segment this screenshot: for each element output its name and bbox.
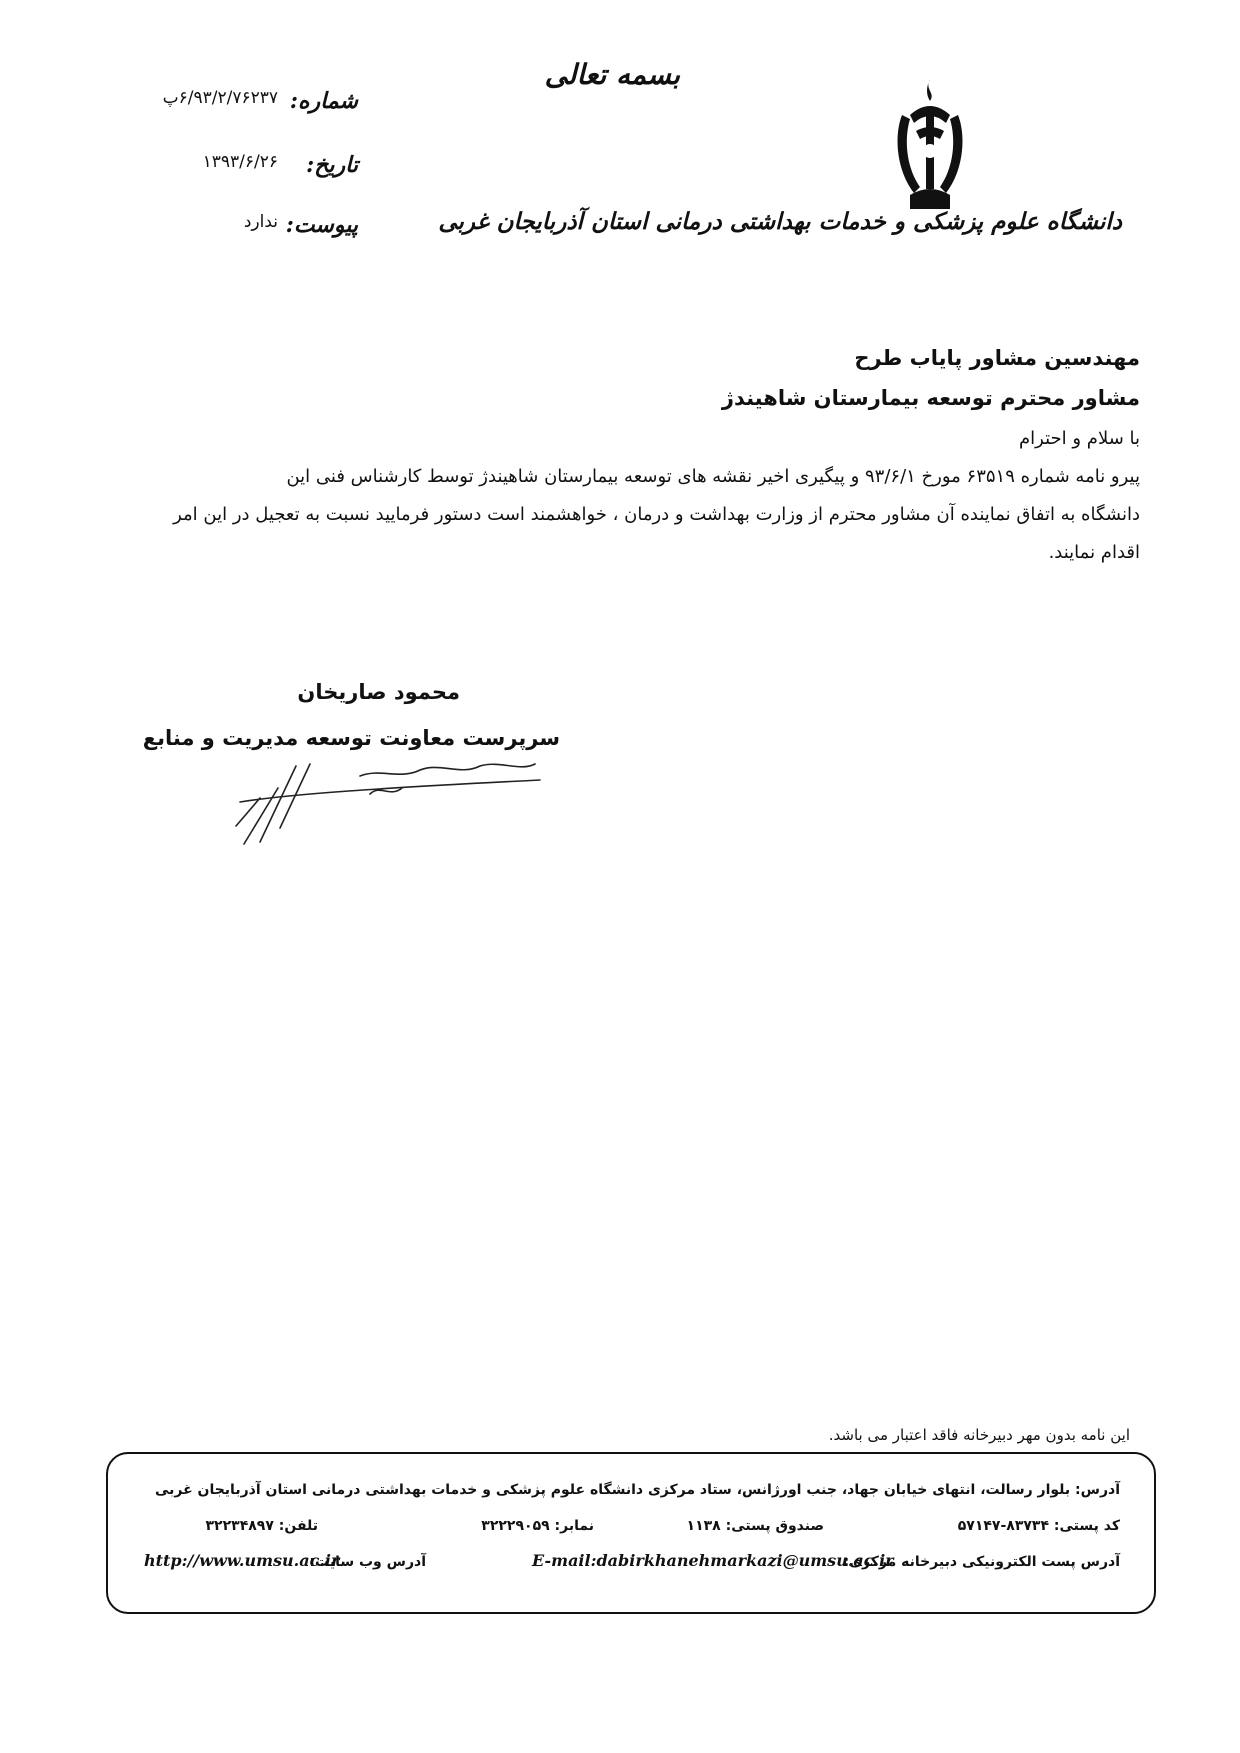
footer-postal-code: کد پستی: ۸۳۷۳۴-۵۷۱۴۷ — [957, 1518, 1120, 1534]
footer-fax: نمابر: ۳۲۲۲۹۰۵۹ — [481, 1518, 594, 1534]
footer-address: آدرس: بلوار رسالت، انتهای خیابان جهاد، جنب اورژانس، ستاد مرکزی دانشگاه علوم پزشکی و خدمات بهداشتی درمانی استان آذربایجان غربی — [154, 1482, 1120, 1498]
footer-po-box: صندوق پستی: ۱۱۳۸ — [686, 1518, 824, 1534]
attachment-value: ندارد — [243, 212, 278, 232]
footer-website[interactable]: http://www.umsu.ac.ir — [144, 1551, 340, 1570]
paragraph-line: پیرو نامه شماره ۶۳۵۱۹ مورخ ۹۳/۶/۱ و پیگیری اخیر نقشه های توسعه بیمارستان شاهیندژ توسط کارشناس فنی این — [286, 466, 1140, 487]
basmala: بسمه تعالی — [544, 58, 680, 91]
attachment-label: پیوست: — [285, 212, 358, 238]
validity-notice: این نامه بدون مهر دبیرخانه فاقد اعتبار می باشد. — [828, 1426, 1130, 1444]
footer-email-label: آدرس پست الکترونیکی دبیرخانه مرکزی: — [843, 1554, 1120, 1570]
university-name: دانشگاه علوم پزشکی و خدمات بهداشتی درمانی استان آذربایجان غربی — [438, 208, 1122, 235]
greeting: با سلام و احترام — [1019, 428, 1140, 449]
date-label: تاریخ: — [306, 152, 358, 178]
handwritten-signature — [230, 758, 550, 848]
paragraph-line: دانشگاه به اتفاق نماینده آن مشاور محترم از وزارت بهداشت و درمان ، خواهشمند است دستور فرمایید نسبت به تعجیل در این امر — [173, 504, 1140, 525]
letter-attachment — [118, 212, 358, 242]
letter-body-paragraph — [135, 458, 1140, 572]
number-value: ۶/۹۳/۲/۷۶۲۳۷پ — [162, 88, 278, 108]
addressee-line-1: مهندسین مشاور پایاب طرح — [854, 346, 1140, 370]
footer-contact-box — [106, 1452, 1156, 1614]
letter-date — [118, 152, 358, 182]
footer-website-label: آدرس وب سایت: — [309, 1554, 426, 1570]
signer-name: محمود صاریخان — [297, 680, 460, 704]
addressee-line-2: مشاور محترم توسعه بیمارستان شاهیندژ — [721, 386, 1140, 410]
footer-email[interactable]: E-mail:dabirkhanehmarkazi@umsu.ac.ir — [532, 1551, 894, 1570]
signer-title: سرپرست معاونت توسعه مدیریت و منابع — [142, 726, 560, 750]
date-value: ۱۳۹۳/۶/۲۶ — [202, 152, 278, 172]
university-emblem-logo — [880, 75, 980, 215]
footer-phone: تلفن: ۳۲۲۳۴۸۹۷ — [205, 1518, 318, 1534]
letter-number — [118, 88, 358, 118]
paragraph-line: اقدام نمایند. — [1048, 542, 1140, 563]
number-label: شماره: — [289, 88, 358, 114]
